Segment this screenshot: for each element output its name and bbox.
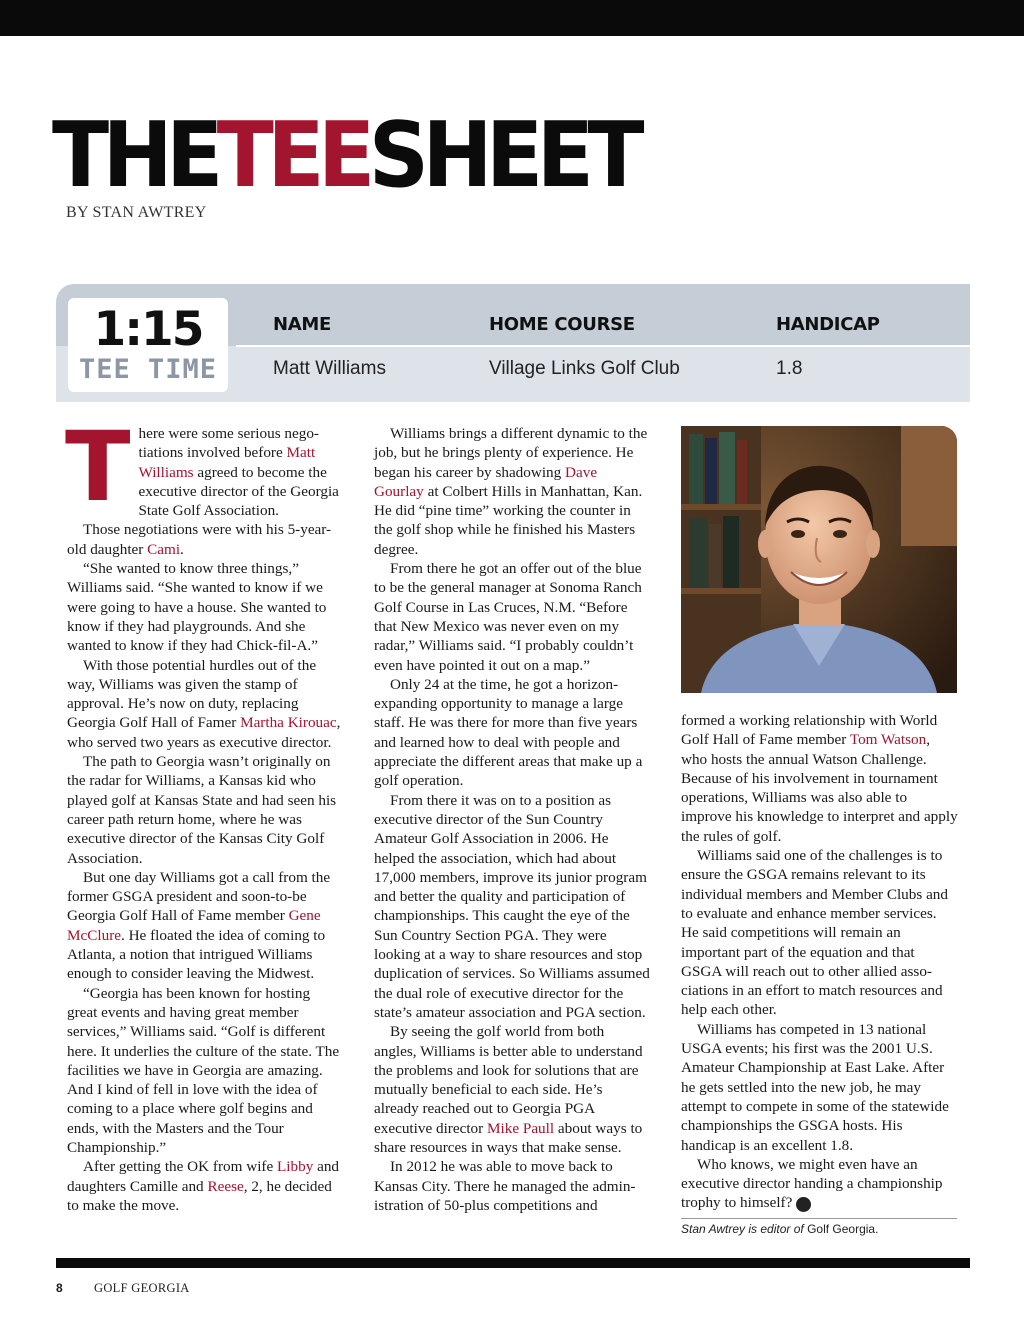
- page-number: 8: [56, 1281, 63, 1295]
- tee-time-card: [56, 284, 970, 402]
- paragraph: From there it was on to a position as executive director of the Sun Country Amateur Golf Association in 2006. He helped the association, which had about 17,000 members, improve its junior program and better the quality and participation of championships. This caught the eye of the Sun Country Section PGA. They were looking at a way to share resources and stop duplication of services. So Williams assumed the dual role of executive director for the state’s amateur association and PGA section.: [374, 791, 650, 1021]
- person-name: Mike Paull: [487, 1119, 555, 1137]
- person-name: Matt Williams: [138, 444, 316, 481]
- publication-name: GOLF GEORGIA: [94, 1281, 190, 1295]
- footer-bar: [56, 1258, 970, 1268]
- divider: [681, 1218, 957, 1219]
- tee-time-badge: [68, 298, 228, 392]
- section-title: [52, 103, 638, 208]
- header-handicap: HANDICAP: [776, 314, 880, 335]
- paragraph: Williams has competed in 13 national USGA events; his first was the 2001 U.S. Amateur Championship at East Lake. After he gets settled into the new job, he may attempt to compete in some of the statewide championships the GSGA hosts. His handicap is an excellent 1.8.: [681, 1020, 949, 1154]
- paragraph: Williams said one of the challenges is to ensure the GSGA remains relevant to its individual members and Member Clubs and to evaluate and enhance member services. He said competitions will remain an important part of the equation and that GSGA will reach out to other allied associations in an effort to match resources and help each other.: [681, 847, 948, 1019]
- end-mark-icon: GG: [796, 1197, 811, 1212]
- person-name: Gene McClure: [67, 907, 321, 944]
- paragraph: Those negotiations were with his 5-year-old daughter Cami.: [67, 521, 332, 558]
- article-column-1: [65, 411, 343, 1215]
- header-home-course: HOME COURSE: [489, 314, 635, 335]
- title-tee: TEE: [216, 103, 369, 208]
- person-name: Cami: [147, 540, 181, 558]
- paragraph: Williams brings a different dynamic to the job, but he brings plenty of experience. He began his career by shadowing Dave Gourlay at Colbert Hills in Manhattan, Kan. He did “pine time” working the counter in the golf shop while he finished his Masters degree.: [374, 425, 648, 558]
- paragraph: By seeing the golf world from both angles, Williams is better able to understand the problems and look for solutions that are mutually beneficial to each side. He’s already reached out to Georgia PGA executive director Mike Paull about ways to share resources in ways that make sense.: [374, 1023, 643, 1156]
- value-handicap: 1.8: [776, 358, 803, 379]
- paragraph: “Georgia has been known for hosting great events and having great member services,” Williams said. “Golf is different here. It underlies the culture of the state. The facilities we have in Georgia are amazing. And I kind of fell in love with the idea of coming to a place where golf begins and ends, with the Masters and the Tour Championship.”: [67, 984, 340, 1156]
- value-home-course: Village Links Golf Club: [489, 358, 680, 379]
- value-name: Matt Williams: [273, 358, 386, 379]
- person-name: Dave Gourlay: [374, 463, 598, 500]
- person-name: Martha Kirouac: [240, 714, 337, 732]
- paragraph: formed a working relationship with World Golf Hall of Fame member Tom Watson, who hosts the annual Watson Challenge. Because of his involvement in tournament operations, Williams was also able to improve his knowledge to interpret and apply the rules of golf.: [681, 712, 958, 845]
- header-name: NAME: [273, 314, 332, 335]
- paragraph: After getting the OK from wife Libby and daughters Camille and Reese, 2, he decided to make the move.: [67, 1158, 340, 1214]
- article-column-3: [681, 711, 958, 1213]
- paragraph: There were some serious negotiations involved before Matt Williams agreed to become the executive director of the Georgia State Golf Association.: [65, 411, 339, 523]
- title-the: THE: [52, 103, 217, 208]
- paragraph: In 2012 he was able to move back to Kansas City. There he managed the administration of 50-plus competitions and: [374, 1158, 636, 1214]
- paragraph: Only 24 at the time, he got a horizon-expanding opportunity to manage a large staff. He was there for more than five years and learned how to deal with people and appreciate the different areas that make up a golf operation.: [374, 675, 643, 790]
- tee-time-value: 1:15: [93, 302, 203, 357]
- person-name: Tom Watson: [849, 731, 927, 749]
- person-name: Reese: [207, 1177, 244, 1195]
- portrait-photo: [681, 426, 957, 693]
- byline: BY STAN AWTREY: [66, 204, 207, 221]
- paragraph: The path to Georgia wasn’t originally on the radar for Williams, a Kansas kid who played golf at Kansas State and had seen his career path return home, where he was executive director of the Kansas City Golf Association.: [67, 753, 337, 867]
- tee-time-label: TEE TIME: [78, 354, 218, 385]
- paragraph: “She wanted to know three things,” Williams said. “She wanted to know if we were going to have a house. She wanted to know if they had playgrounds. And she wanted to know if they had Chick-fil-A.”: [67, 560, 327, 655]
- portrait-illustration: [681, 426, 957, 693]
- title-sheet: SHEET: [368, 103, 638, 208]
- drop-cap: T: [65, 411, 131, 523]
- paragraph: Who knows, we might even have an executive director handing a championship trophy to himself? GG: [681, 1155, 943, 1212]
- paragraph: From there he got an offer out of the blue to be the general manager at Sonoma Ranch Golf Course in Las Cruces, N.M. “Before that New Mexico was never even on my radar,” Williams said. “I probably couldn’t even have pointed it out on a map.”: [374, 560, 642, 674]
- paragraph: With those potential hurdles out of the way, Williams was given the stamp of approval. He’s now on duty, replacing Georgia Golf Hall of Famer Martha Kirouac, who served two years as executive director.: [67, 656, 341, 751]
- author-credit: Stan Awtrey is editor of Golf Georgia.: [681, 1222, 879, 1236]
- top-bar: [0, 0, 1024, 36]
- person-name: Libby: [277, 1158, 314, 1176]
- paragraph: But one day Williams got a call from the former GSGA president and soon-to-be Georgia Golf Hall of Fame member Gene McClure. He floated the idea of coming to Atlanta, a notion that intrigued Williams enough to consider leaving the Midwest.: [67, 868, 331, 983]
- article-column-2: [374, 424, 650, 1215]
